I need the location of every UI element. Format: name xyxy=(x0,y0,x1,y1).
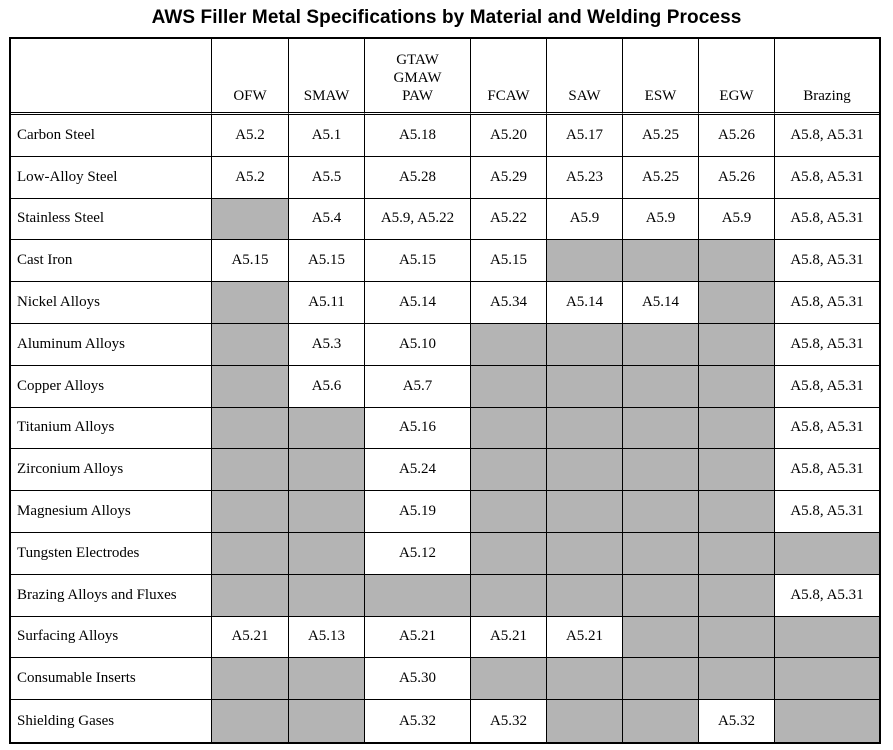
spec-cell-brazing: A5.8, A5.31 xyxy=(775,157,879,199)
unavailable-cell-esw xyxy=(623,366,699,408)
material-cell: Carbon Steel xyxy=(11,115,212,157)
spec-cell-brazing: A5.8, A5.31 xyxy=(775,366,879,408)
spec-cell-gtaw: A5.24 xyxy=(365,449,471,491)
unavailable-cell-esw xyxy=(623,658,699,700)
spec-cell-saw: A5.23 xyxy=(547,157,623,199)
spec-cell-fcaw: A5.15 xyxy=(471,240,547,282)
table-row xyxy=(11,408,879,450)
spec-cell-brazing: A5.8, A5.31 xyxy=(775,324,879,366)
unavailable-cell-egw xyxy=(699,449,775,491)
unavailable-cell-esw xyxy=(623,408,699,450)
unavailable-cell-ofw xyxy=(212,449,289,491)
table-row xyxy=(11,617,879,659)
material-cell: Consumable Inserts xyxy=(11,658,212,700)
table-row xyxy=(11,199,879,241)
spec-cell-gtaw: A5.7 xyxy=(365,366,471,408)
unavailable-cell-saw xyxy=(547,324,623,366)
spec-cell-gtaw: A5.19 xyxy=(365,491,471,533)
header-paw: PAW xyxy=(402,88,433,104)
header-brazing: Brazing xyxy=(775,39,879,115)
unavailable-cell-ofw xyxy=(212,408,289,450)
unavailable-cell-saw xyxy=(547,408,623,450)
table-row xyxy=(11,658,879,700)
unavailable-cell-ofw xyxy=(212,533,289,575)
material-cell: Titanium Alloys xyxy=(11,408,212,450)
spec-cell-smaw: A5.15 xyxy=(289,240,365,282)
table-row xyxy=(11,324,879,366)
material-cell: Tungsten Electrodes xyxy=(11,533,212,575)
spec-cell-brazing: A5.8, A5.31 xyxy=(775,408,879,450)
unavailable-cell-saw xyxy=(547,240,623,282)
unavailable-cell-fcaw xyxy=(471,366,547,408)
material-cell: Brazing Alloys and Fluxes xyxy=(11,575,212,617)
header-material xyxy=(11,39,212,115)
unavailable-cell-ofw xyxy=(212,366,289,408)
unavailable-cell-saw xyxy=(547,366,623,408)
spec-table xyxy=(9,37,881,744)
spec-cell-gtaw: A5.18 xyxy=(365,115,471,157)
material-cell: Shielding Gases xyxy=(11,700,212,742)
table-body xyxy=(11,115,879,742)
unavailable-cell-fcaw xyxy=(471,408,547,450)
unavailable-cell-saw xyxy=(547,658,623,700)
spec-cell-smaw: A5.6 xyxy=(289,366,365,408)
table-row xyxy=(11,491,879,533)
header-fcaw: FCAW xyxy=(471,39,547,115)
spec-cell-brazing: A5.8, A5.31 xyxy=(775,199,879,241)
header-saw: SAW xyxy=(547,39,623,115)
spec-cell-gtaw: A5.10 xyxy=(365,324,471,366)
spec-cell-ofw: A5.21 xyxy=(212,617,289,659)
unavailable-cell-egw xyxy=(699,324,775,366)
unavailable-cell-brazing xyxy=(775,617,879,659)
material-cell: Magnesium Alloys xyxy=(11,491,212,533)
unavailable-cell-smaw xyxy=(289,408,365,450)
spec-cell-gtaw: A5.32 xyxy=(365,700,471,742)
table-row xyxy=(11,240,879,282)
table-row xyxy=(11,533,879,575)
spec-cell-smaw: A5.1 xyxy=(289,115,365,157)
table-row xyxy=(11,115,879,157)
table-row xyxy=(11,700,879,742)
unavailable-cell-ofw xyxy=(212,658,289,700)
spec-cell-esw: A5.14 xyxy=(623,282,699,324)
unavailable-cell-egw xyxy=(699,366,775,408)
unavailable-cell-esw xyxy=(623,617,699,659)
header-esw: ESW xyxy=(623,39,699,115)
table-row xyxy=(11,575,879,617)
unavailable-cell-saw xyxy=(547,700,623,742)
spec-cell-gtaw: A5.21 xyxy=(365,617,471,659)
unavailable-cell-fcaw xyxy=(471,658,547,700)
unavailable-cell-fcaw xyxy=(471,324,547,366)
unavailable-cell-saw xyxy=(547,449,623,491)
unavailable-cell-brazing xyxy=(775,658,879,700)
spec-cell-saw: A5.9 xyxy=(547,199,623,241)
unavailable-cell-ofw xyxy=(212,491,289,533)
unavailable-cell-egw xyxy=(699,408,775,450)
header-gtaw: GTAW xyxy=(396,52,439,68)
spec-cell-egw: A5.26 xyxy=(699,157,775,199)
unavailable-cell-egw xyxy=(699,533,775,575)
unavailable-cell-ofw xyxy=(212,700,289,742)
material-cell: Aluminum Alloys xyxy=(11,324,212,366)
unavailable-cell-fcaw xyxy=(471,575,547,617)
spec-cell-gtaw: A5.14 xyxy=(365,282,471,324)
unavailable-cell-ofw xyxy=(212,199,289,241)
header-ofw: OFW xyxy=(212,39,289,115)
spec-cell-smaw: A5.4 xyxy=(289,199,365,241)
spec-cell-egw: A5.26 xyxy=(699,115,775,157)
unavailable-cell-ofw xyxy=(212,575,289,617)
unavailable-cell-smaw xyxy=(289,575,365,617)
header-egw: EGW xyxy=(699,39,775,115)
spec-cell-smaw: A5.13 xyxy=(289,617,365,659)
unavailable-cell-smaw xyxy=(289,700,365,742)
unavailable-cell-egw xyxy=(699,282,775,324)
unavailable-cell-egw xyxy=(699,491,775,533)
material-cell: Copper Alloys xyxy=(11,366,212,408)
unavailable-cell-smaw xyxy=(289,658,365,700)
spec-cell-ofw: A5.2 xyxy=(212,115,289,157)
spec-cell-esw: A5.25 xyxy=(623,115,699,157)
material-cell: Stainless Steel xyxy=(11,199,212,241)
unavailable-cell-saw xyxy=(547,575,623,617)
spec-cell-esw: A5.25 xyxy=(623,157,699,199)
material-cell: Cast Iron xyxy=(11,240,212,282)
spec-cell-fcaw: A5.20 xyxy=(471,115,547,157)
spec-cell-brazing: A5.8, A5.31 xyxy=(775,115,879,157)
header-smaw: SMAW xyxy=(289,39,365,115)
unavailable-cell-egw xyxy=(699,575,775,617)
unavailable-cell-smaw xyxy=(289,491,365,533)
spec-cell-ofw: A5.15 xyxy=(212,240,289,282)
spec-cell-brazing: A5.8, A5.31 xyxy=(775,240,879,282)
unavailable-cell-egw xyxy=(699,658,775,700)
spec-cell-brazing: A5.8, A5.31 xyxy=(775,575,879,617)
unavailable-cell-esw xyxy=(623,449,699,491)
spec-cell-smaw: A5.5 xyxy=(289,157,365,199)
unavailable-cell-esw xyxy=(623,700,699,742)
spec-cell-smaw: A5.3 xyxy=(289,324,365,366)
unavailable-cell-esw xyxy=(623,240,699,282)
table-title: AWS Filler Metal Specifications by Material and Welding Process xyxy=(151,7,742,28)
spec-cell-brazing: A5.8, A5.31 xyxy=(775,449,879,491)
spec-cell-ofw: A5.2 xyxy=(212,157,289,199)
table-row xyxy=(11,157,879,199)
unavailable-cell-esw xyxy=(623,533,699,575)
table-row xyxy=(11,282,879,324)
unavailable-cell-saw xyxy=(547,533,623,575)
material-cell: Zirconium Alloys xyxy=(11,449,212,491)
unavailable-cell-fcaw xyxy=(471,449,547,491)
unavailable-cell-ofw xyxy=(212,324,289,366)
spec-cell-smaw: A5.11 xyxy=(289,282,365,324)
table-row xyxy=(11,366,879,408)
spec-cell-fcaw: A5.29 xyxy=(471,157,547,199)
unavailable-cell-saw xyxy=(547,491,623,533)
spec-cell-fcaw: A5.22 xyxy=(471,199,547,241)
material-cell: Surfacing Alloys xyxy=(11,617,212,659)
unavailable-cell-gtaw xyxy=(365,575,471,617)
spec-cell-egw: A5.32 xyxy=(699,700,775,742)
spec-cell-gtaw: A5.9, A5.22 xyxy=(365,199,471,241)
unavailable-cell-brazing xyxy=(775,533,879,575)
unavailable-cell-fcaw xyxy=(471,533,547,575)
spec-cell-gtaw: A5.16 xyxy=(365,408,471,450)
spec-cell-gtaw: A5.30 xyxy=(365,658,471,700)
spec-cell-gtaw: A5.12 xyxy=(365,533,471,575)
spec-cell-gtaw: A5.28 xyxy=(365,157,471,199)
unavailable-cell-egw xyxy=(699,617,775,659)
spec-cell-saw: A5.17 xyxy=(547,115,623,157)
unavailable-cell-ofw xyxy=(212,282,289,324)
header-gmaw: GMAW xyxy=(393,70,442,86)
material-cell: Low-Alloy Steel xyxy=(11,157,212,199)
unavailable-cell-egw xyxy=(699,240,775,282)
spec-cell-egw: A5.9 xyxy=(699,199,775,241)
unavailable-cell-fcaw xyxy=(471,491,547,533)
spec-cell-brazing: A5.8, A5.31 xyxy=(775,491,879,533)
unavailable-cell-smaw xyxy=(289,533,365,575)
table-row xyxy=(11,449,879,491)
spec-cell-brazing: A5.8, A5.31 xyxy=(775,282,879,324)
material-cell: Nickel Alloys xyxy=(11,282,212,324)
spec-cell-gtaw: A5.15 xyxy=(365,240,471,282)
unavailable-cell-esw xyxy=(623,324,699,366)
spec-cell-esw: A5.9 xyxy=(623,199,699,241)
header-row xyxy=(11,39,879,115)
unavailable-cell-smaw xyxy=(289,449,365,491)
spec-cell-fcaw: A5.21 xyxy=(471,617,547,659)
spec-cell-fcaw: A5.32 xyxy=(471,700,547,742)
spec-cell-saw: A5.14 xyxy=(547,282,623,324)
header-gtaw-gmaw-paw xyxy=(365,39,471,115)
spec-cell-fcaw: A5.34 xyxy=(471,282,547,324)
unavailable-cell-esw xyxy=(623,575,699,617)
unavailable-cell-esw xyxy=(623,491,699,533)
unavailable-cell-brazing xyxy=(775,700,879,742)
spec-cell-saw: A5.21 xyxy=(547,617,623,659)
